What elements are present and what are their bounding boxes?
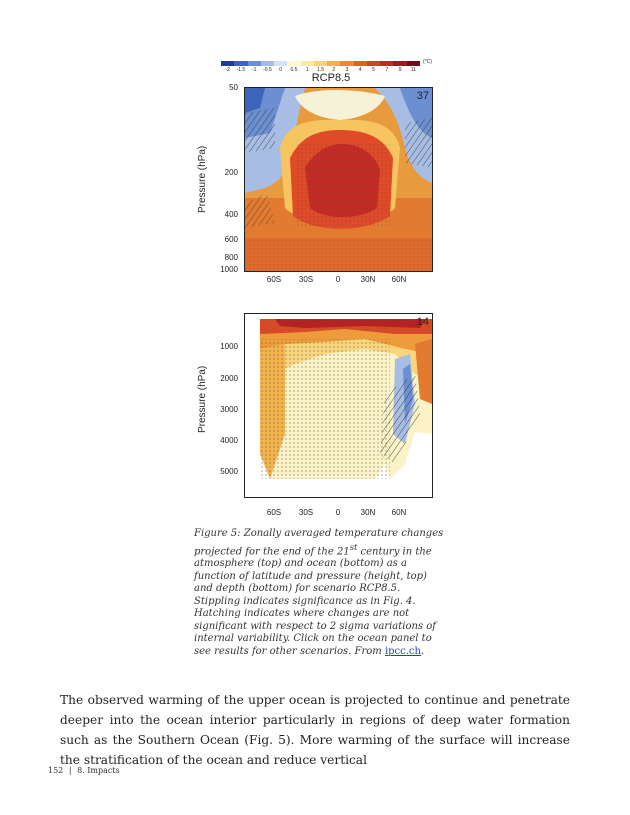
top-ytick: 200: [224, 168, 238, 177]
colorbar-tick-label: 2: [332, 67, 336, 73]
body-paragraph: The observed warming of the upper ocean is projected to continue and penetrate deeper into the ocean interior particularly in regions of deep water formation such as the Southern Ocean (Fig. 5). More warming of the surface will increase the stratification of the ocean and reduce vertical: [60, 693, 570, 767]
colorbar-segment: [221, 61, 235, 66]
bottom-panel-number: 14: [416, 316, 429, 328]
colorbar-tick-label: 1.5: [317, 67, 324, 73]
colorbar-segment: [354, 61, 368, 66]
colorbar-segment: [301, 61, 315, 66]
colorbar-segment: [327, 61, 341, 66]
bottom-xtick: 60S: [266, 508, 282, 517]
top-xtick: 30N: [360, 275, 376, 284]
ocean-temperature-map[interactable]: [245, 314, 432, 497]
colorbar-segment: [407, 61, 421, 66]
ipcc-link[interactable]: ipcc.ch: [384, 645, 421, 657]
colorbar-tick-label: 4: [358, 67, 362, 73]
bottom-panel-y-axis-label: Pressure (hPa): [197, 365, 208, 433]
colorbar-tick-label: -1: [251, 67, 257, 73]
top-panel-number: 37: [416, 90, 429, 102]
top-xtick: 60N: [391, 275, 407, 284]
bottom-xtick: 30N: [360, 508, 376, 517]
top-ytick: 400: [224, 210, 238, 219]
colorbar-tick-label: 0: [279, 67, 283, 73]
bottom-xtick: 30S: [298, 508, 314, 517]
bottom-xtick: 60N: [391, 508, 407, 517]
chapter-title: 8. Impacts: [77, 766, 120, 775]
bottom-ytick: 2000: [220, 374, 238, 383]
colorbar-tick-label: -1.5: [236, 67, 246, 73]
colorbar-segment: [234, 61, 248, 66]
colorbar-tick-label: 0.5: [290, 67, 298, 73]
top-ytick: 600: [224, 235, 238, 244]
caption-superscript: st: [349, 541, 358, 552]
colorbar-segment: [274, 61, 288, 66]
colorbar-segment: [261, 61, 275, 66]
top-panel-y-axis-label: Pressure (hPa): [197, 145, 208, 213]
top-xtick: 0: [335, 275, 341, 284]
top-ytick: 50: [229, 83, 238, 92]
top-xtick: 30S: [298, 275, 314, 284]
top-ytick: 1000: [220, 265, 238, 274]
page-footer: [48, 766, 120, 775]
colorbar-segment: [248, 61, 262, 66]
colorbar-tick-label: 1: [305, 67, 309, 73]
bottom-ytick: 4000: [220, 436, 238, 445]
colorbar-segment: [314, 61, 328, 66]
colorbar-tick-label: 7: [385, 67, 389, 73]
colorbar-tick-label: 3: [345, 67, 349, 73]
colorbar-segment: [380, 61, 394, 66]
colorbar-segment: [340, 61, 354, 66]
bottom-ytick: 3000: [220, 405, 238, 414]
colorbar-tick-label: 11: [410, 67, 416, 73]
footer-separator: |: [68, 766, 72, 775]
colorbar-tick-label: 5: [372, 67, 375, 73]
top-panel-title: RCP8.5: [311, 72, 351, 84]
figure-caption: [194, 528, 444, 658]
ocean-panel[interactable]: [244, 313, 433, 498]
caption-end: .: [420, 645, 425, 657]
colorbar-segment: [367, 61, 381, 66]
colorbar-tick-label: 9: [398, 67, 402, 73]
atmosphere-temperature-map: [245, 88, 432, 271]
colorbar-tick-label: -0.5: [263, 67, 272, 73]
top-ytick: 800: [224, 253, 238, 262]
caption-text: Figure 5: Zonally averaged temperature changes projected for the end of the 21: [194, 528, 444, 557]
bottom-ytick: 1000: [220, 342, 238, 351]
colorbar-segment: [393, 61, 407, 66]
bottom-ytick: 5000: [220, 467, 238, 476]
top-xtick: 60S: [266, 275, 282, 284]
page-number: 152: [48, 766, 64, 775]
colorbar-unit: (°C): [423, 59, 432, 65]
atmosphere-panel: [244, 87, 433, 272]
colorbar-tick-label: -2: [225, 67, 230, 73]
caption-text-continued: century in the atmosphere (top) and ocean (bottom) as a function of latitude and pressure (height, top) and depth (bottom) for scenario RCP8.5. Stippling indicates significance as in Fig. 4. Hatching indicates where changes are not significant with respect to 2 sigma variations of internal variability. Click on the ocean panel to see results for other scenarios. From: [194, 545, 436, 657]
bottom-xtick: 0: [335, 508, 341, 517]
colorbar-segment: [287, 61, 301, 66]
